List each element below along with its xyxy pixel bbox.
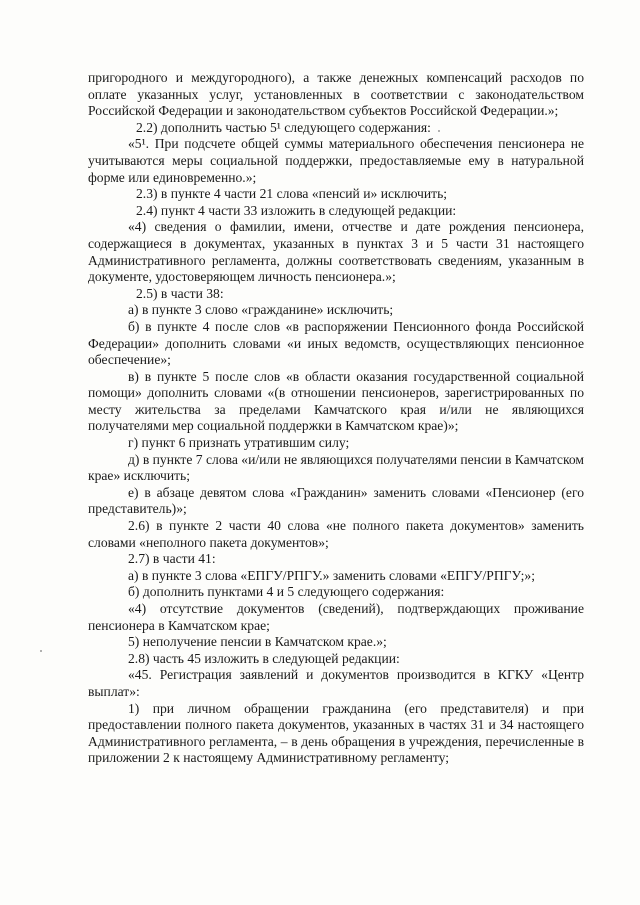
paragraph: 2.4) пункт 4 части 33 изложить в следующей редакции:: [136, 202, 457, 218]
paragraph: г) пункт 6 признать утратившим силу;: [128, 435, 350, 451]
paragraph: 5) неполучение пенсии в Камчатском крае.»;: [128, 634, 387, 650]
paragraph: а) в пункте 3 слова «ЕПГУ/РПГУ.» заменить словами «ЕПГУ/РПГУ;»;: [128, 567, 535, 583]
paragraph: 1) при личном обращении гражданина (его представителя) и при предоставлении полного пакета документов, указанных в частях 31 и 34 настоящего Административного регламента, – в день обращения в учреждения, перечисленные в приложении 2 к настоящему Административному регламенту;: [88, 700, 584, 766]
paragraph: д) в пункте 7 слова «и/или не являющихся получателями пенсии в Камчатском крае» исключить;: [88, 451, 584, 484]
paragraph: е) в абзаце девятом слова «Гражданин» заменить словами «Пенсионер (его представитель)»;: [88, 484, 584, 517]
paragraph: 2.7) в части 41:: [128, 551, 216, 567]
paragraph: б) в пункте 4 после слов «в распоряжении Пенсионного фонда Российской Федерации» дополнить словами «и иных ведомств, осуществляющих пенсионное обеспечение»;: [88, 318, 584, 368]
paragraph: б) дополнить пунктами 4 и 5 следующего содержания:: [128, 584, 445, 600]
paragraph: 2.3) в пункте 4 части 21 слова «пенсий и» исключить;: [136, 186, 448, 202]
paragraph: «4) сведения о фамилии, имени, отчестве и дате рождения пенсионера, содержащиеся в документах, указанных в пунктах 3 и 5 части 31 настоящего Административного регламента, должны соответствовать сведениям, указанным в документе, удостоверяющем личность пенсионера.»;: [88, 219, 584, 285]
paragraph: 2.2) дополнить частью 5¹ следующего содержания:: [136, 119, 431, 135]
paragraph: а) в пункте 3 слово «гражданине» исключить;: [128, 302, 394, 318]
paragraph: пригородного и междугородного), а также денежных компенсаций расходов по оплате указанных услуг, установленных в соответствии с законодательством Российской Федерации и законодательством субъектов Российской Федерации.»;: [88, 70, 584, 119]
paragraph: 2.6) в пункте 2 части 40 слова «не полного пакета документов» заменить словами «неполного пакета документов»;: [88, 518, 584, 550]
paragraph: «5¹. При подсчете общей суммы материального обеспечения пенсионера не учитываются меры социальной поддержки, предоставляемые ему в натуральной форме или единовременно.»;: [88, 136, 584, 185]
paragraph: «45. Регистрация заявлений и документов производится в КГКУ «Центр выплат»:: [88, 667, 584, 699]
document-body: [88, 70, 584, 767]
paragraph: «4) отсутствие документов (сведений), подтверждающих проживание пенсионера в Камчатском крае;: [88, 601, 584, 633]
paragraph: 2.8) часть 45 изложить в следующей редакции:: [128, 650, 400, 666]
scan-speck: [40, 650, 42, 652]
paragraph: 2.5) в части 38:: [136, 285, 224, 301]
paragraph: в) в пункте 5 после слов «в области оказания государственной социальной помощи» дополнить словами «(в отношении пенсионеров, зарегистрированных по месту жительства за пределами Камчатского края и/или не являющихся получателями мер социальной поддержки в Камчатском крае)»;: [88, 368, 584, 434]
